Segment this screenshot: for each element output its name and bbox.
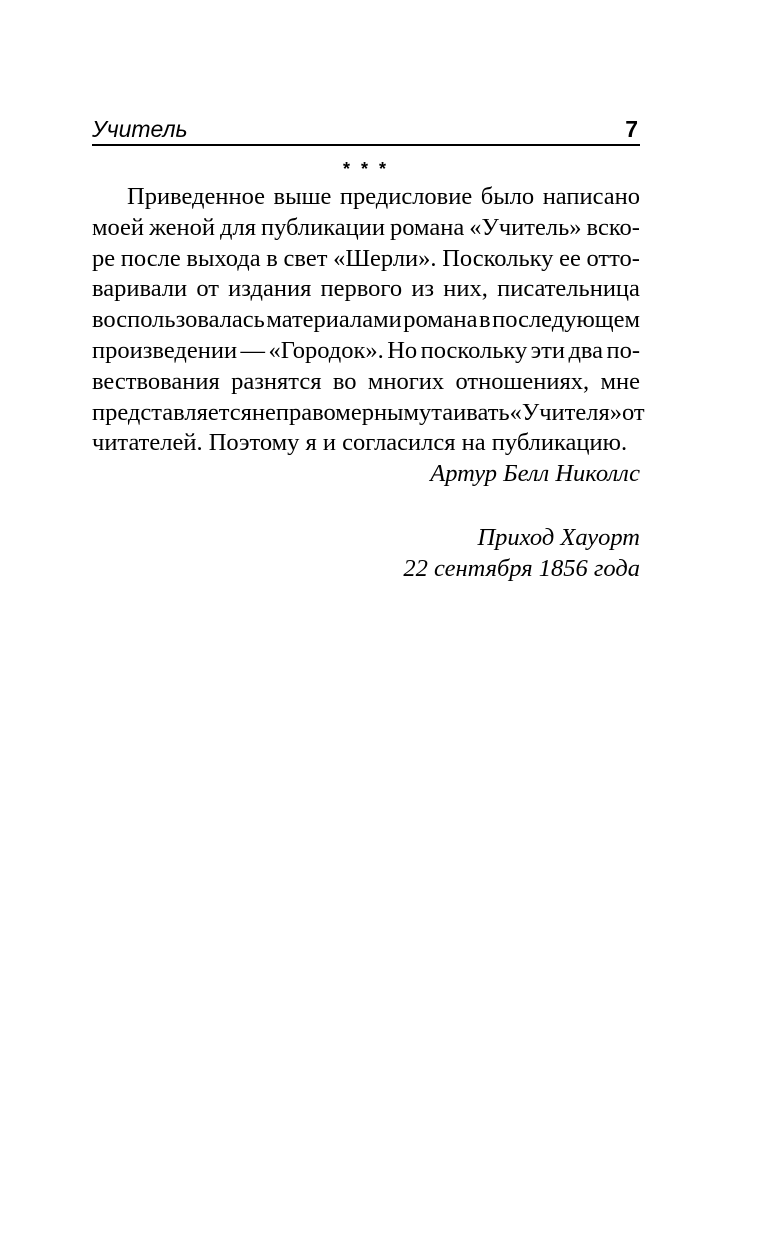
place-line: Приход Хауорт bbox=[477, 523, 640, 551]
place-and-date bbox=[92, 523, 640, 585]
paragraph-line: Приведенное выше предисловие было написано bbox=[127, 183, 640, 210]
paragraph-line: произведении — «Городок». Но поскольку эти два по- bbox=[92, 336, 640, 364]
book-page bbox=[92, 106, 645, 585]
paragraph-line: ре после выхода в свет «Шерли». Поскольку ее отто- bbox=[92, 244, 640, 272]
section-separator: * * * bbox=[342, 159, 390, 179]
paragraph-line: вествования разнятся во многих отношениях, мне bbox=[92, 367, 640, 395]
paragraph-line: представляется неправомерным утаивать «Учителя» от bbox=[92, 398, 645, 426]
date-line: 22 сентября 1856 года bbox=[403, 554, 640, 582]
author-signature: Артур Белл Николлс bbox=[430, 460, 640, 488]
running-title: Учитель bbox=[92, 116, 188, 142]
paragraph-line: варивали от издания первого из них, писательница bbox=[92, 275, 640, 303]
afterword-paragraph bbox=[92, 182, 645, 459]
page-number: 7 bbox=[625, 116, 638, 142]
paragraph-line: воспользовалась материалами романа в последующем bbox=[92, 306, 640, 334]
running-header bbox=[92, 106, 640, 146]
paragraph-line: моей женой для публикации романа «Учитель» вско- bbox=[92, 213, 640, 241]
paragraph-line-last: читателей. Поэтому я и согласился на публикацию. bbox=[92, 429, 628, 457]
